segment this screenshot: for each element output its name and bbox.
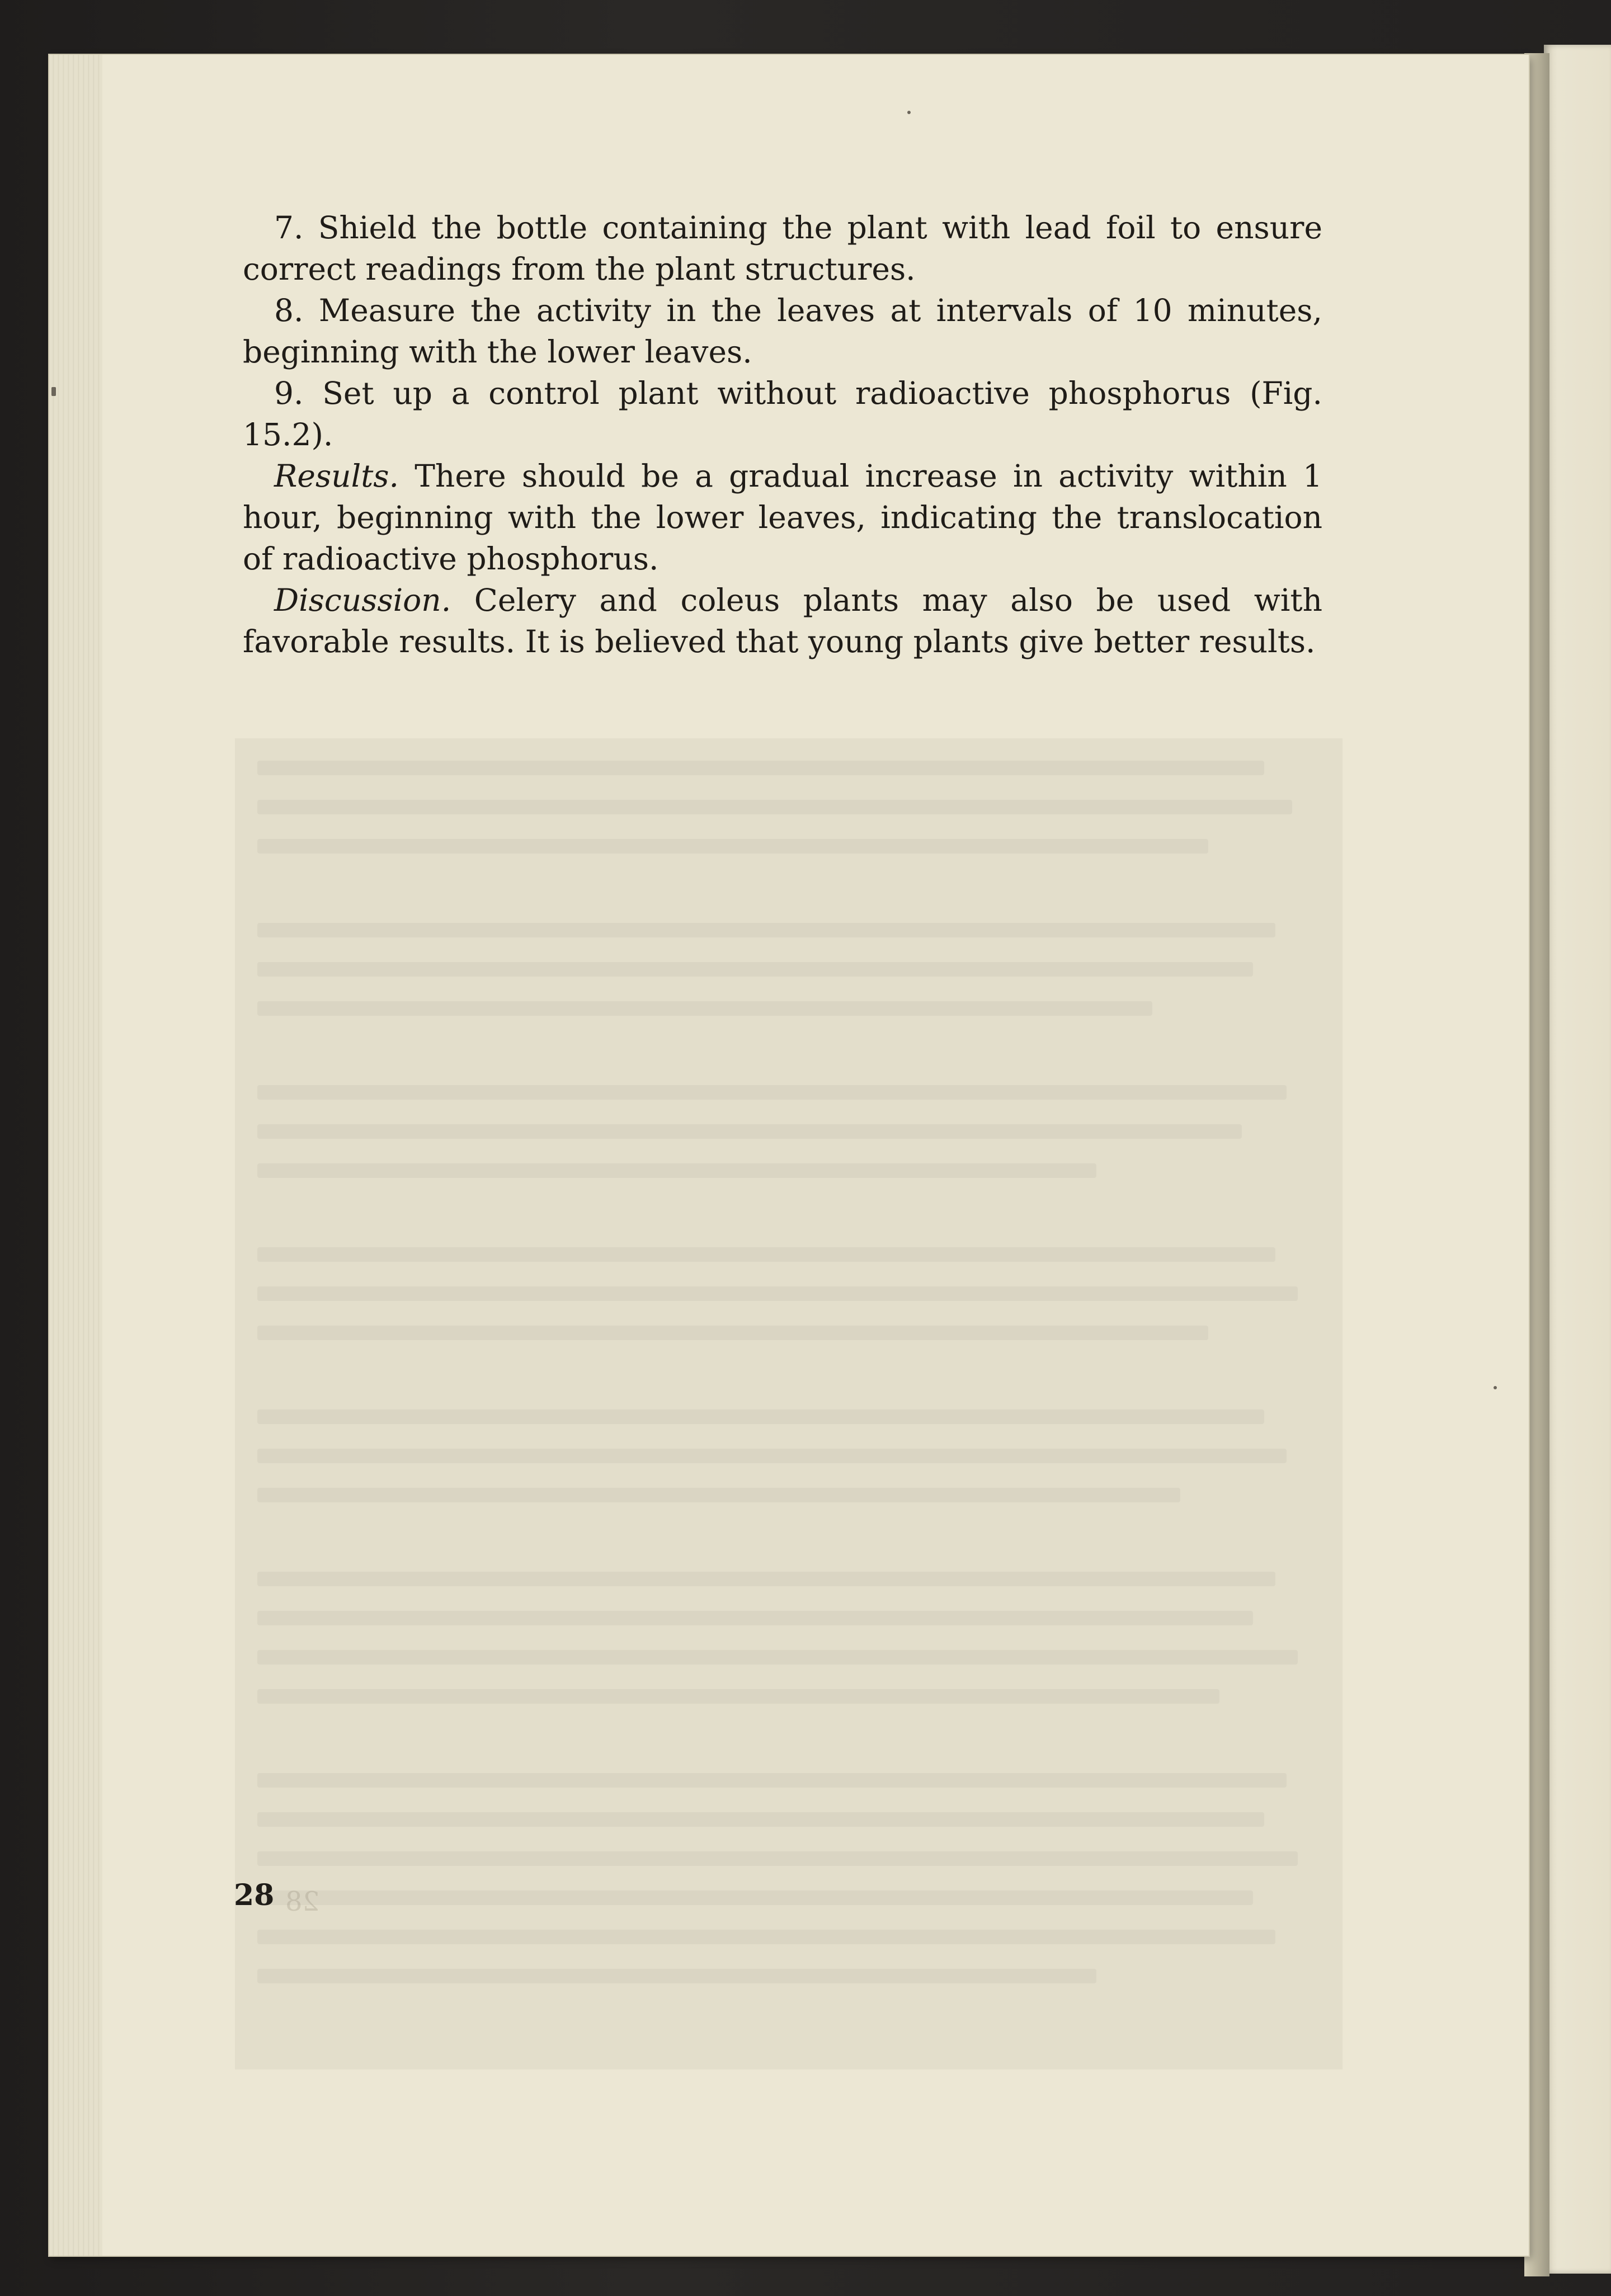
page-stack-edges bbox=[49, 55, 102, 2256]
paragraph-text: 9. Set up a control plant without radioactive phosphorus (Fig. 15.2). bbox=[243, 375, 1322, 452]
paragraph-results bbox=[243, 455, 1322, 579]
paragraph-discussion bbox=[243, 579, 1322, 662]
paragraph-step-9 bbox=[243, 373, 1322, 455]
dust-speck bbox=[907, 111, 911, 114]
paragraph-label: Discussion. bbox=[274, 582, 451, 618]
paragraph-text: Celery and coleus plants may also be used with favorable results. It is believed that young plants give better results. bbox=[243, 582, 1322, 659]
paragraph-text: 8. Measure the activity in the leaves at intervals of 10 minutes, beginning with the lower leaves. bbox=[243, 293, 1322, 370]
paragraph-text: There should be a gradual increase in activity within 1 hour, beginning with the lower leaves, indicating the translocation of radioactive phosphorus. bbox=[243, 458, 1322, 577]
paragraph-step-7 bbox=[243, 207, 1322, 290]
page-number-bleed-through: 28 bbox=[285, 1886, 320, 1917]
paragraph-text: 7. Shield the bottle containing the plant with lead foil to ensure correct readings from the plant structures. bbox=[243, 210, 1322, 287]
next-page-edge bbox=[1544, 45, 1611, 2274]
page-body-text bbox=[243, 207, 1322, 662]
dust-speck bbox=[51, 387, 56, 396]
bleed-through-area bbox=[235, 738, 1342, 2069]
paragraph-step-8 bbox=[243, 290, 1322, 373]
page-number: 28 bbox=[234, 1878, 275, 1912]
paragraph-label: Results. bbox=[274, 458, 399, 494]
dust-speck bbox=[1494, 1386, 1497, 1389]
